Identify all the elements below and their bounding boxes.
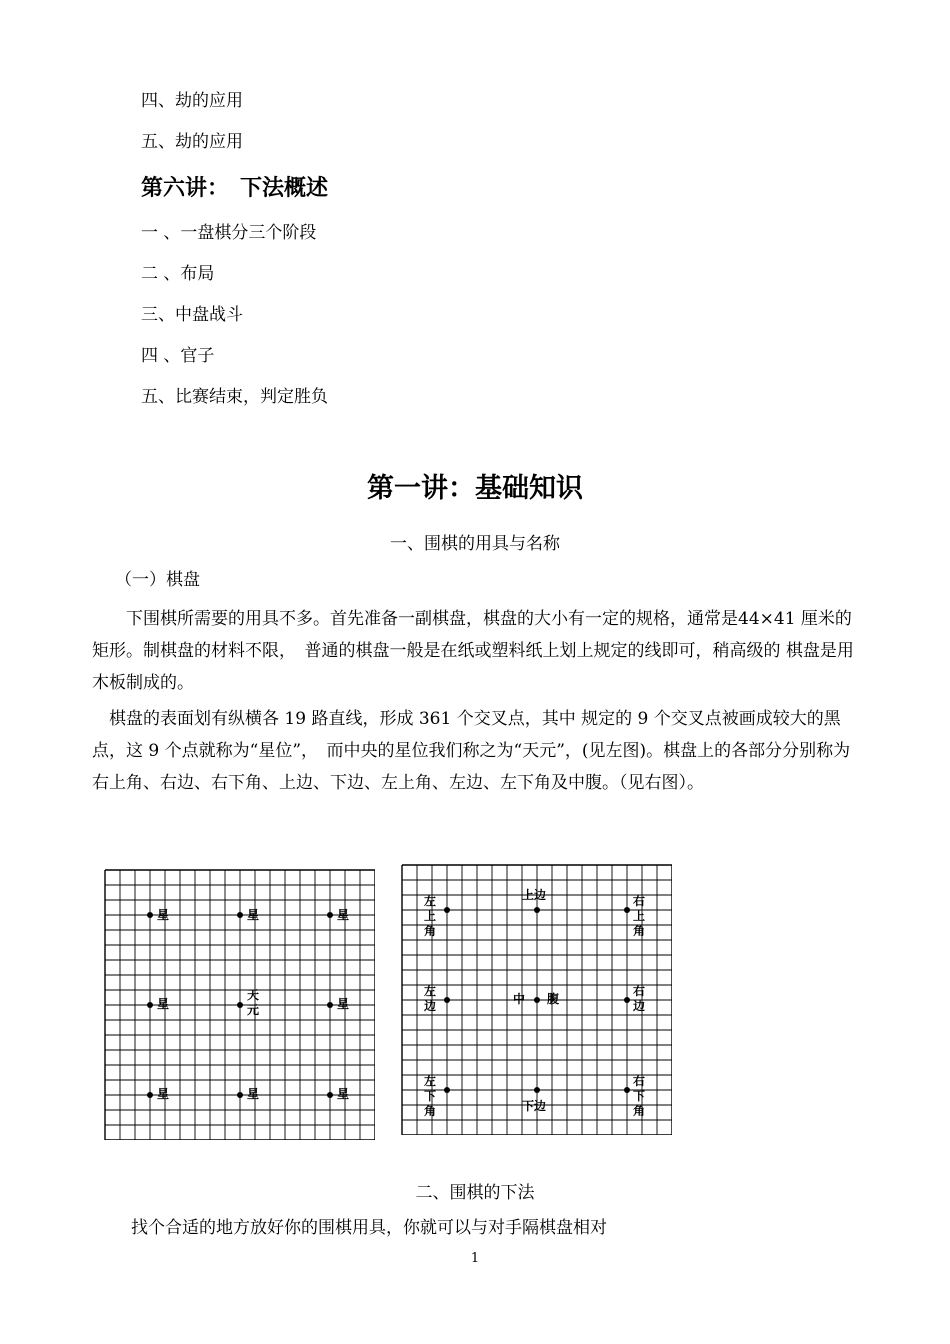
toc-item: 三、中盘战斗 — [141, 305, 243, 325]
section2-title: 二、围棋的下法 — [415, 1183, 535, 1203]
star-point — [237, 912, 243, 918]
star-point — [624, 1087, 630, 1093]
paragraph-3: 找个合适的地方放好你的围棋用具，你就可以与对手隔棋盘相对 — [131, 1218, 607, 1238]
star-point — [237, 1092, 243, 1098]
star-point — [624, 907, 630, 913]
toc-item: 四 、官子 — [141, 346, 215, 366]
right-side-label: 右边 — [633, 984, 646, 1013]
star-point — [237, 1002, 243, 1008]
star-label: 星 — [247, 908, 260, 922]
paragraph-2: 棋盘的表面划有纵横各 19 路直线，形成 361 个交叉点，其中 规定的 9 个交叉点被画成较大的黑点，这 9 个点就称为“星位”， 而中央的星位我们称之为“天元”，(见左图)。棋盘上的各部分分别称为右上角、右边、右下角、上边、下边、左上角、左边、左下角及中腹。（见右图）。 — [92, 709, 851, 793]
section1-title: 一、围棋的用具与名称 — [390, 534, 560, 554]
star-point — [624, 997, 630, 1003]
star-point — [444, 907, 450, 913]
toc-item: 二 、布局 — [141, 264, 215, 284]
star-label: 星 — [157, 1087, 170, 1101]
lecture1-title: 第一讲：基础知识 — [367, 473, 583, 504]
bottom-side-label: 下边 — [522, 1099, 547, 1113]
star-point — [327, 912, 333, 918]
star-label: 星 — [247, 1087, 260, 1101]
top-right-corner-label: 右上角 — [633, 894, 646, 938]
top-side-label: 上边 — [522, 888, 547, 902]
go-board-star-points — [104, 869, 375, 1140]
star-label: 星 — [337, 1087, 350, 1101]
bottom-right-corner-label: 右下角 — [633, 1074, 646, 1118]
left-side-label: 左边 — [424, 984, 437, 1013]
subsection1-title: （一）棋盘 — [115, 570, 200, 590]
star-point — [147, 1002, 153, 1008]
bottom-left-corner-label: 左下角 — [424, 1074, 437, 1118]
paragraph-1: 下围棋所需要的用具不多。首先准备一副棋盘，棋盘的大小有一定的规格，通常是44×41 厘米的矩形。制棋盘的材料不限， 普通的棋盘一般是在纸或塑料纸上划上规定的线即可，稍高级的 棋盘是用木板制成的。 — [92, 609, 854, 693]
star-label: 星 — [157, 997, 170, 1011]
lecture6-title: 第六讲： 下法概述 — [141, 176, 329, 201]
center-label: 中 — [513, 992, 526, 1006]
star-point — [444, 1087, 450, 1093]
toc-item: 五、劫的应用 — [141, 132, 243, 152]
toc-item: 五、比赛结束，判定胜负 — [141, 387, 328, 407]
top-left-corner-label: 左上角 — [424, 894, 437, 938]
center-label: 腹 — [547, 992, 560, 1006]
go-board-area-names — [401, 864, 672, 1135]
star-point — [327, 1002, 333, 1008]
star-point — [147, 912, 153, 918]
star-point — [327, 1092, 333, 1098]
star-point — [534, 907, 540, 913]
star-label: 星 — [337, 908, 350, 922]
toc-item: 四、劫的应用 — [141, 91, 243, 111]
star-point — [147, 1092, 153, 1098]
star-point — [444, 997, 450, 1003]
star-label: 星 — [157, 908, 170, 922]
star-point — [534, 997, 540, 1003]
page-number: 1 — [470, 1251, 480, 1266]
star-label: 星 — [337, 997, 350, 1011]
toc-item: 一 、一盘棋分三个阶段 — [141, 223, 317, 243]
star-point — [534, 1087, 540, 1093]
tengen-label: 天 元 — [247, 988, 260, 1017]
